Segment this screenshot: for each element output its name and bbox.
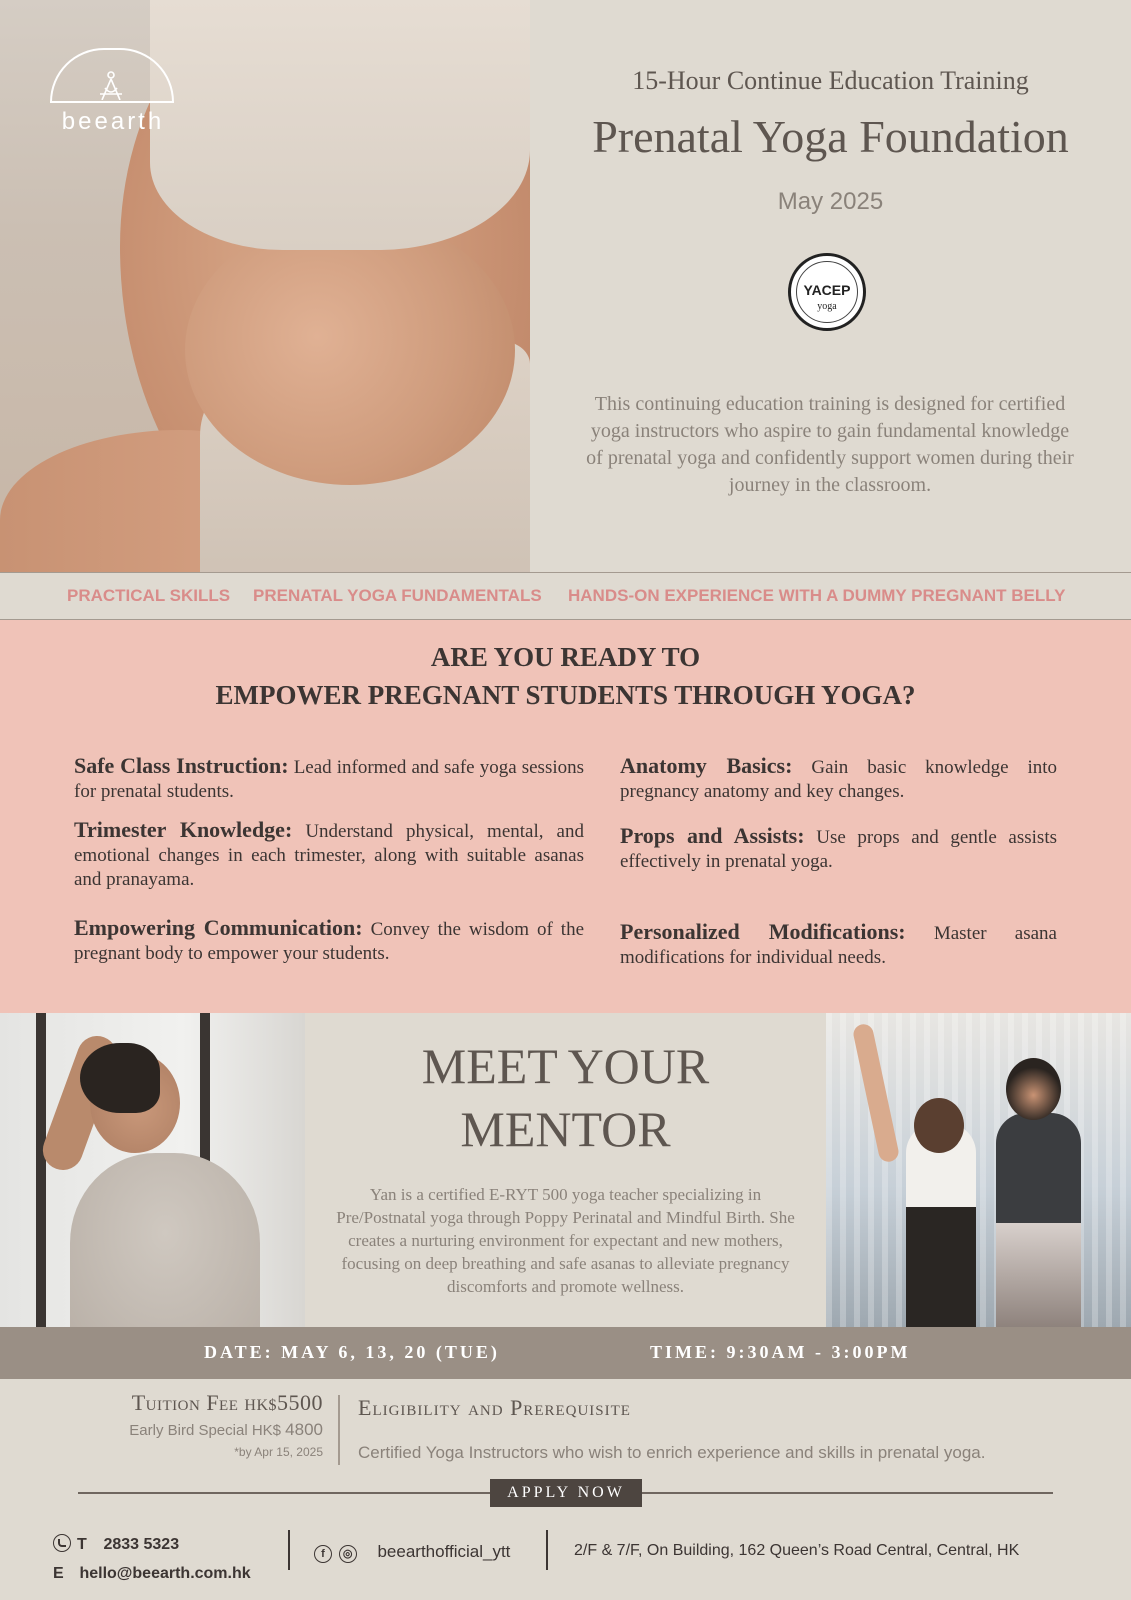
divider	[338, 1395, 340, 1465]
highlight-practical-skills: PRACTICAL SKILLS	[67, 586, 231, 605]
divider	[288, 1530, 290, 1570]
hero-section	[0, 0, 1131, 572]
social-links	[314, 1542, 510, 1563]
early-bird-fee: Early Bird Special HK$ 4800	[129, 1420, 323, 1439]
facebook-icon[interactable]: f	[314, 1545, 332, 1563]
email-row: E hello@beearth.com.hk	[53, 1565, 251, 1582]
benefit-trimester: Trimester Knowledge: Understand physical, mental, and emotional changes in each trimester, along with suitable asanas and pranayama.	[74, 817, 584, 890]
phone-row: T 2833 5323	[53, 1530, 251, 1559]
eligibility-title: Eligibility and Prerequisite	[358, 1395, 631, 1420]
instagram-icon[interactable]: ◎	[339, 1545, 357, 1563]
whatsapp-icon	[53, 1534, 71, 1552]
meditation-figure-icon	[96, 70, 126, 100]
course-title: Prenatal Yoga Foundation	[592, 111, 1069, 162]
email-address[interactable]: hello@beearth.com.hk	[79, 1565, 251, 1582]
highlight-fundamentals: PRENATAL YOGA FUNDAMENTALS	[253, 586, 542, 605]
divider	[546, 1530, 548, 1570]
schedule-bar	[0, 1327, 1131, 1379]
course-date: May 2025	[777, 188, 884, 215]
mentor-section	[0, 1013, 1131, 1327]
mentor-heading: MEET YOUR MENTOR	[421, 1038, 710, 1157]
benefit-safe-class: Safe Class Instruction: Lead informed and safe yoga sessions for prenatal students.	[74, 753, 585, 802]
benefit-modifications: Personalized Modifications: Master asana modifications for individual needs.	[620, 919, 1057, 968]
schedule-time: TIME: 9:30AM - 3:00PM	[650, 1342, 911, 1362]
mentor-portrait-photo	[0, 1013, 305, 1327]
fee-main: Tuition Fee HK$5500	[131, 1390, 323, 1415]
benefit-communication: Empowering Communication: Convey the wisdom of the pregnant body to empower your students.	[74, 915, 585, 964]
tuition-fee	[60, 1390, 323, 1459]
benefits-heading: ARE YOU READY TO EMPOWER PREGNANT STUDENTS THROUGH YOGA?	[215, 642, 916, 710]
social-handle[interactable]: beearthofficial_ytt	[377, 1542, 511, 1561]
benefit-props: Props and Assists: Use props and gentle assists effectively in prenatal yoga.	[620, 823, 1058, 872]
pregnant-belly-photo	[0, 0, 530, 572]
badge-sub-text: yoga	[817, 301, 837, 312]
address: 2/F & 7/F, On Building, 162 Queen’s Road Central, Central, HK	[574, 1542, 1020, 1559]
eligibility-text: Certified Yoga Instructors who wish to enrich experience and skills in prenatal yoga.	[358, 1443, 986, 1462]
yacep-badge-icon	[788, 253, 866, 331]
course-subtitle: 15-Hour Continue Education Training	[632, 66, 1029, 95]
highlights-banner	[0, 572, 1131, 620]
benefits-section	[0, 620, 1131, 1013]
badge-main-text: YACEP	[803, 282, 851, 298]
contact-info	[53, 1530, 251, 1588]
apply-now-button[interactable]: APPLY NOW	[490, 1479, 642, 1507]
mentor-assist-photo	[826, 1013, 1131, 1327]
schedule-date: DATE: MAY 6, 13, 20 (TUE)	[204, 1342, 500, 1362]
benefit-anatomy: Anatomy Basics: Gain basic knowledge into pregnancy anatomy and key changes.	[620, 753, 1058, 802]
beearth-logo[interactable]	[48, 48, 178, 138]
course-intro: This continuing education training is designed for certified yoga instructors who aspire to gain fundamental knowledge of prenatal yoga and confidently support women during their journey in the classroom.	[586, 393, 1074, 496]
logo-wordmark: beearth	[61, 108, 165, 135]
hero-info	[530, 0, 1131, 572]
highlight-hands-on: HANDS-ON EXPERIENCE WITH A DUMMY PREGNANT BELLY	[568, 586, 1066, 605]
phone-number[interactable]: 2833 5323	[103, 1536, 180, 1553]
footer	[0, 1520, 1131, 1600]
mentor-bio: Yan is a certified E-RYT 500 yoga teacher specializing in Pre/Postnatal yoga through Poppy Perinatal and Mindful Birth. She creates a nurturing environment for expectant and new mothers, focusing on deep breathing and safe asanas to alleviate pregnancy discomforts and promote wellness.	[336, 1185, 795, 1296]
mentor-info	[305, 1013, 826, 1327]
early-bird-deadline: *by Apr 15, 2025	[234, 1445, 323, 1459]
